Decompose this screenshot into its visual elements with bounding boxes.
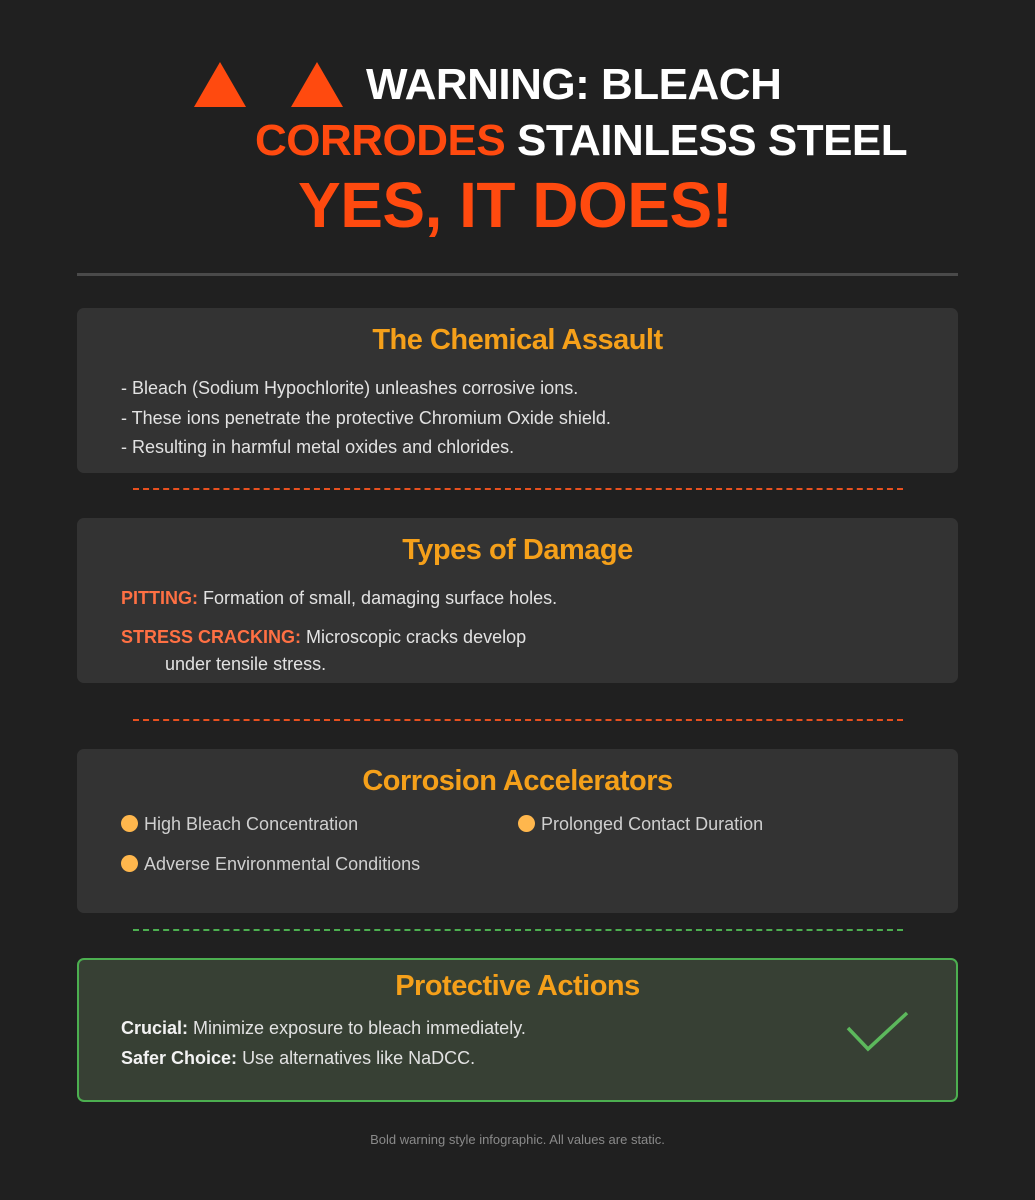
protective-item xyxy=(121,1048,475,1069)
item-label: Crucial: xyxy=(121,1018,189,1038)
headline-line-2 xyxy=(255,116,907,166)
bullet-dot-icon xyxy=(518,815,535,832)
item-text: Adverse Environmental Conditions xyxy=(144,854,421,874)
item-text: Formation of small, damaging surface holes. xyxy=(203,588,558,608)
card-title: Types of Damage xyxy=(402,534,633,566)
bullet-dot-icon xyxy=(121,815,138,832)
damage-item-pitting xyxy=(121,588,557,609)
list-item: - Bleach (Sodium Hypochlorite) unleashes corrosive ions. xyxy=(121,378,579,398)
accelerator-item xyxy=(121,854,420,875)
types-of-damage-card xyxy=(77,518,958,683)
dashed-divider xyxy=(133,488,903,490)
item-text: Use alternatives like NaDCC. xyxy=(242,1048,476,1068)
headline-line-3: YES, IT DOES! xyxy=(298,169,733,241)
headline-line-1: WARNING: BLEACH xyxy=(366,60,782,109)
accelerator-item xyxy=(121,814,358,835)
headline-rest: STAINLESS STEEL xyxy=(516,116,908,165)
card-title: Protective Actions xyxy=(395,970,640,1002)
footer-note: Bold warning style infographic. All values are static. xyxy=(370,1132,665,1147)
corrosion-accelerators-card xyxy=(77,749,958,913)
list-item: - Resulting in harmful metal oxides and chlorides. xyxy=(121,437,515,457)
item-text: Minimize exposure to bleach immediately. xyxy=(193,1018,526,1038)
header-divider xyxy=(77,273,958,276)
dashed-divider-green xyxy=(133,929,903,931)
accelerator-item xyxy=(518,814,763,835)
item-label: PITTING: xyxy=(121,588,198,608)
dashed-divider xyxy=(133,719,903,721)
item-text: Microscopic cracks develop xyxy=(306,627,527,647)
protective-item xyxy=(121,1018,526,1039)
list-item: - These ions penetrate the protective Chromium Oxide shield. xyxy=(121,408,611,428)
item-text: High Bleach Concentration xyxy=(144,814,359,834)
item-text-continued: under tensile stress. xyxy=(165,654,327,674)
card-title: Corrosion Accelerators xyxy=(362,765,673,797)
protective-actions-card xyxy=(77,958,958,1102)
damage-item-stress-cracking xyxy=(121,627,526,648)
chemical-assault-card xyxy=(77,308,958,473)
warning-triangle-icon xyxy=(291,62,343,107)
warning-triangle-icon xyxy=(194,62,246,107)
item-text: Prolonged Contact Duration xyxy=(541,814,764,834)
item-label: STRESS CRACKING: xyxy=(121,627,302,647)
headline-accent: CORRODES xyxy=(255,116,506,165)
bullet-dot-icon xyxy=(121,855,138,872)
item-label: Safer Choice: xyxy=(121,1048,238,1068)
card-title: The Chemical Assault xyxy=(372,324,663,356)
checkmark-icon xyxy=(845,1010,911,1054)
